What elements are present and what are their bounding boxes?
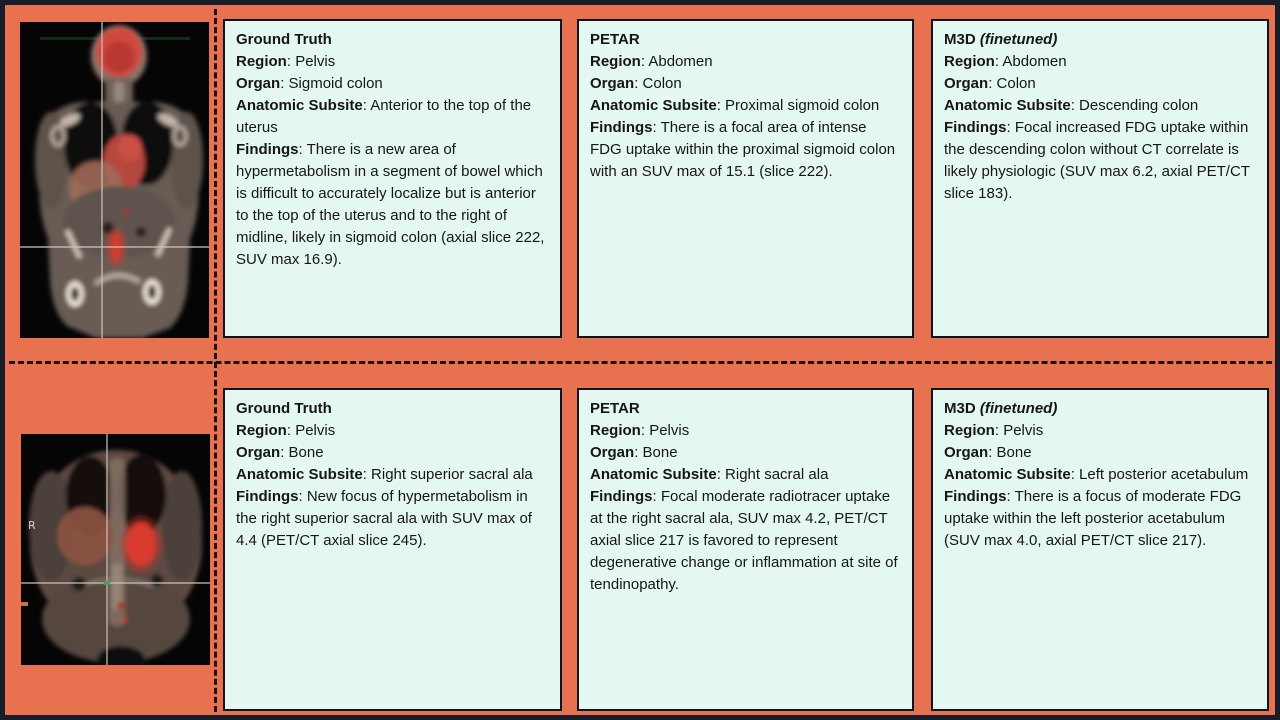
pet-ct-scan-case-2 <box>21 434 210 665</box>
liver-region <box>57 507 113 565</box>
field-findings: Findings: Focal increased FDG uptake within the descending colon without CT correlate is likely physiologic (SUV max 6.2, axial PET/CT slice 183). <box>944 119 1250 202</box>
crosshair-center-marker <box>104 581 110 585</box>
field-region: Region: Abdomen <box>590 53 713 70</box>
field-organ: Organ: Bone <box>236 444 324 461</box>
field-organ: Organ: Colon <box>944 75 1036 92</box>
field-findings: Findings: There is a focal area of intense FDG uptake within the proximal sigmoid colon with an SUV max of 15.1 (slice 222). <box>590 119 896 180</box>
card-title: PETAR <box>590 31 640 48</box>
edge-tick <box>21 602 28 606</box>
field-region: Region: Pelvis <box>236 422 336 439</box>
field-anatomic-subsite: Anatomic Subsite: Right superior sacral ala <box>236 466 533 483</box>
horizontal-dashed-separator <box>9 361 1280 364</box>
card-title: M3D (finetuned) <box>944 31 1058 48</box>
field-findings: Findings: There is a new area of hypermetabolism in a segment of bowel which is difficult to accurately localize but is anterior to the top of the uterus and to the right of midline, likely in sigmoid colon (axial slice 222, SUV max 16.9). <box>236 141 545 268</box>
field-organ: Organ: Colon <box>590 75 682 92</box>
field-anatomic-subsite: Anatomic Subsite: Descending colon <box>944 97 1199 114</box>
field-region: Region: Pelvis <box>944 422 1044 439</box>
field-anatomic-subsite: Anatomic Subsite: Anterior to the top of the uterus <box>236 97 532 136</box>
field-findings: Findings: There is a focus of moderate FDG uptake within the left posterior acetabulum (SUV max 4.0, axial PET/CT slice 217). <box>944 488 1242 549</box>
field-findings: Findings: New focus of hypermetabolism in the right superior sacral ala with SUV max of 4.4 (PET/CT axial slice 245). <box>236 488 532 549</box>
card-title: PETAR <box>590 400 640 417</box>
report-card-m3d-1 <box>931 19 1269 338</box>
field-findings: Findings: Focal moderate radiotracer uptake at the right sacral ala, SUV max 4.2, PET/CT axial slice 217 is favored to represent degenerative change or inflammation at site of tendinopathy. <box>590 488 898 593</box>
field-organ: Organ: Sigmoid colon <box>236 75 383 92</box>
field-region: Region: Pelvis <box>236 53 336 70</box>
focal-fdg-hotspot <box>126 522 156 566</box>
report-card-m3d-2 <box>931 388 1269 711</box>
field-anatomic-subsite: Anatomic Subsite: Left posterior acetabulum <box>944 466 1249 483</box>
card-title: Ground Truth <box>236 400 332 417</box>
field-organ: Organ: Bone <box>944 444 1032 461</box>
field-region: Region: Abdomen <box>944 53 1067 70</box>
report-card-ground-truth-2 <box>223 388 562 711</box>
vertical-dashed-separator <box>214 9 217 720</box>
field-region: Region: Pelvis <box>590 422 690 439</box>
field-organ: Organ: Bone <box>590 444 678 461</box>
report-card-petar-1 <box>577 19 914 338</box>
card-title: Ground Truth <box>236 31 332 48</box>
pet-ct-coronal-image-2 <box>21 434 210 665</box>
field-anatomic-subsite: Anatomic Subsite: Right sacral ala <box>590 466 829 483</box>
report-card-ground-truth-1 <box>223 19 562 338</box>
pet-ct-coronal-image-1 <box>20 22 209 338</box>
field-anatomic-subsite: Anatomic Subsite: Proximal sigmoid colon <box>590 97 880 114</box>
pet-ct-scan-case-1 <box>20 22 209 338</box>
card-title: M3D (finetuned) <box>944 400 1058 417</box>
orientation-label-r: R <box>28 519 36 532</box>
report-card-petar-2 <box>577 388 914 711</box>
